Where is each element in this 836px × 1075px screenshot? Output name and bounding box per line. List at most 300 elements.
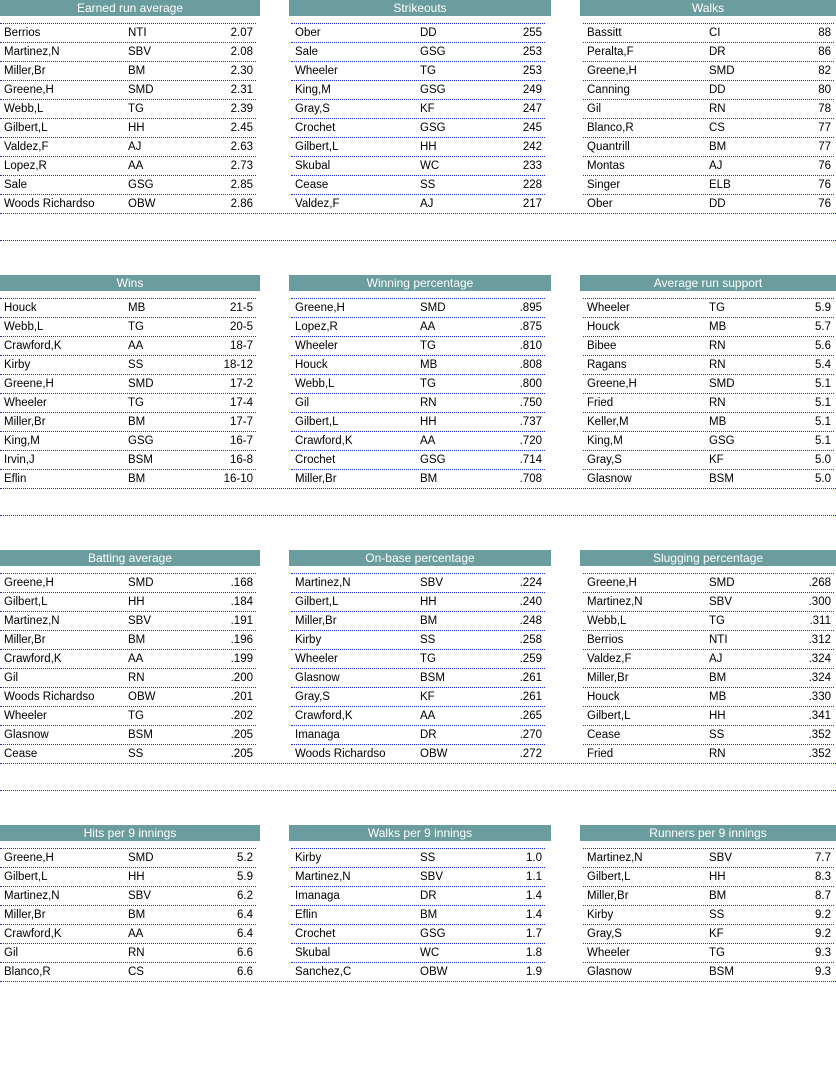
team-code: TG: [420, 378, 436, 390]
stat-value: 2.39: [230, 103, 253, 115]
stat-value: 2.86: [230, 198, 253, 210]
stat-value: 5.1: [815, 378, 831, 390]
team-code: AA: [128, 340, 144, 352]
player-name: Gilbert,L: [4, 122, 48, 134]
player-name: Gilbert,L: [4, 871, 48, 883]
stat-value: 77: [818, 122, 831, 134]
team-code: AA: [128, 928, 144, 940]
team-code: DR: [420, 729, 437, 741]
team-code: SS: [709, 729, 725, 741]
table-row: [0, 317, 256, 336]
team-code: WC: [420, 160, 440, 172]
stat-value: 6.2: [237, 890, 253, 902]
player-name: Miller,Br: [4, 65, 46, 77]
stat-value: .808: [519, 359, 542, 371]
player-name: Wheeler: [587, 947, 630, 959]
player-name: Eflin: [4, 473, 27, 485]
stat-value: 1.7: [526, 928, 542, 940]
table-row: [291, 886, 545, 905]
player-name: Miller,Br: [587, 672, 629, 684]
table-row: [0, 886, 256, 905]
table-row: [583, 706, 834, 725]
player-name: Gil: [4, 672, 19, 684]
table-row: [0, 118, 256, 137]
category-header: Earned run average: [0, 0, 260, 16]
stat-value: .200: [230, 672, 253, 684]
team-code: AJ: [128, 141, 142, 153]
table-row: [583, 118, 834, 137]
stat-value: 217: [522, 198, 542, 210]
stat-value: 5.1: [815, 416, 831, 428]
player-name: Valdez,F: [4, 141, 49, 153]
team-code: TG: [128, 710, 144, 722]
player-name: Greene,H: [587, 577, 637, 589]
stat-value: 253: [522, 46, 542, 58]
team-code: TG: [420, 65, 436, 77]
team-code: CI: [709, 27, 721, 39]
team-code: GSG: [128, 179, 154, 191]
table-row: [0, 374, 256, 393]
player-name: Miller,Br: [587, 890, 629, 902]
stat-value: .201: [230, 691, 253, 703]
table-row: [583, 431, 834, 450]
team-code: BM: [128, 634, 146, 646]
table-row: [0, 943, 256, 962]
team-code: RN: [709, 103, 726, 115]
team-code: SBV: [420, 871, 444, 883]
table-row: [291, 175, 545, 194]
stat-value: 5.1: [815, 397, 831, 409]
team-code: SBV: [709, 852, 733, 864]
team-code: AJ: [709, 160, 723, 172]
player-name: Gilbert,L: [295, 416, 339, 428]
table-row: [291, 848, 545, 867]
leader-table: [0, 298, 256, 496]
table-row: [0, 867, 256, 886]
player-name: Gilbert,L: [587, 871, 631, 883]
player-name: Gray,S: [295, 103, 330, 115]
team-code: RN: [128, 672, 145, 684]
stat-value: 17-2: [229, 378, 253, 390]
stat-value: .352: [808, 729, 831, 741]
team-code: AJ: [420, 198, 434, 210]
table-row: [0, 42, 256, 61]
player-name: Gray,S: [587, 928, 622, 940]
team-code: BSM: [128, 454, 153, 466]
player-name: Glasnow: [295, 672, 340, 684]
team-code: BM: [128, 65, 146, 77]
team-code: RN: [128, 947, 145, 959]
team-code: OBW: [420, 966, 448, 978]
leader-table: [291, 298, 545, 496]
team-code: GSG: [420, 928, 446, 940]
team-code: SS: [420, 634, 436, 646]
player-name: Crochet: [295, 122, 336, 134]
player-name: Valdez,F: [295, 198, 340, 210]
team-code: DR: [709, 46, 726, 58]
table-row: [583, 592, 834, 611]
table-row: [583, 336, 834, 355]
team-code: CS: [128, 966, 144, 978]
table-row: [583, 886, 834, 905]
table-row: [291, 393, 545, 412]
table-row: [0, 630, 256, 649]
table-row: [583, 848, 834, 867]
team-code: AJ: [709, 653, 723, 665]
player-name: Miller,Br: [4, 416, 46, 428]
stat-value: 5.9: [815, 302, 831, 314]
table-row: [291, 42, 545, 61]
player-name: Greene,H: [587, 65, 637, 77]
table-row: [291, 412, 545, 431]
stat-value: 76: [818, 179, 831, 191]
player-name: Lopez,R: [295, 321, 338, 333]
stat-value: 2.73: [230, 160, 253, 172]
team-code: KF: [420, 691, 435, 703]
stat-value: 2.85: [230, 179, 253, 191]
stat-value: .272: [519, 748, 542, 760]
table-row: [291, 592, 545, 611]
team-code: BM: [420, 909, 438, 921]
table-row: [0, 175, 256, 194]
team-code: HH: [128, 122, 145, 134]
stat-value: .265: [519, 710, 542, 722]
team-code: BM: [128, 909, 146, 921]
player-name: Fried: [587, 748, 614, 760]
player-name: Kirby: [295, 634, 322, 646]
stat-value: 80: [818, 84, 831, 96]
team-code: SMD: [709, 65, 735, 77]
stat-value: .895: [519, 302, 542, 314]
team-code: HH: [420, 596, 437, 608]
leader-table: [583, 23, 834, 221]
table-row: [0, 668, 256, 687]
player-name: Cease: [587, 729, 621, 741]
stat-value: .341: [808, 710, 831, 722]
player-name: Webb,L: [4, 103, 44, 115]
table-row: [291, 336, 545, 355]
player-name: Cease: [295, 179, 329, 191]
table-row: [291, 706, 545, 725]
table-row: [291, 867, 545, 886]
team-code: AA: [128, 653, 144, 665]
team-code: SBV: [128, 46, 152, 58]
team-code: OBW: [128, 691, 156, 703]
stat-value: .300: [808, 596, 831, 608]
team-code: MB: [420, 359, 438, 371]
stat-value: 5.2: [237, 852, 253, 864]
dotted-separator: [0, 213, 836, 214]
stat-value: .240: [519, 596, 542, 608]
player-name: Gil: [295, 397, 310, 409]
table-row: [583, 374, 834, 393]
dotted-separator: [0, 763, 836, 764]
player-name: Houck: [295, 359, 328, 371]
leader-section: [0, 0, 836, 250]
category-header: On-base percentage: [289, 550, 551, 566]
table-row: [291, 156, 545, 175]
stat-value: .199: [230, 653, 253, 665]
stat-value: .202: [230, 710, 253, 722]
stat-value: .258: [519, 634, 542, 646]
table-row: [583, 450, 834, 469]
stat-value: 6.4: [237, 928, 253, 940]
leader-table: [583, 573, 834, 771]
player-name: Gray,S: [587, 454, 622, 466]
player-name: Greene,H: [4, 852, 54, 864]
stat-value: 255: [522, 27, 542, 39]
player-name: Wheeler: [295, 653, 338, 665]
stat-value: 1.4: [526, 909, 542, 921]
team-code: ELB: [709, 179, 731, 191]
stat-value: 76: [818, 160, 831, 172]
player-name: Keller,M: [587, 416, 629, 428]
stat-value: .800: [519, 378, 542, 390]
stat-value: .268: [808, 577, 831, 589]
table-row: [583, 137, 834, 156]
stat-value: .196: [230, 634, 253, 646]
table-row: [583, 668, 834, 687]
table-row: [291, 61, 545, 80]
leader-table: [0, 848, 256, 1046]
stat-value: 1.9: [526, 966, 542, 978]
category-header: Runners per 9 innings: [580, 825, 836, 841]
player-name: Glasnow: [4, 729, 49, 741]
stat-value: 253: [522, 65, 542, 77]
player-name: Greene,H: [4, 378, 54, 390]
team-code: TG: [709, 302, 725, 314]
team-code: TG: [420, 653, 436, 665]
table-row: [0, 61, 256, 80]
stat-value: 86: [818, 46, 831, 58]
team-code: TG: [128, 321, 144, 333]
player-name: Martinez,N: [587, 596, 643, 608]
team-code: SMD: [128, 378, 154, 390]
table-row: [583, 61, 834, 80]
table-row: [583, 23, 834, 42]
player-name: Gilbert,L: [4, 596, 48, 608]
player-name: Martinez,N: [295, 577, 351, 589]
table-row: [583, 412, 834, 431]
table-row: [0, 450, 256, 469]
stat-value: 82: [818, 65, 831, 77]
team-code: TG: [128, 103, 144, 115]
table-row: [291, 431, 545, 450]
team-code: HH: [709, 710, 726, 722]
table-row: [0, 469, 256, 488]
player-name: Crochet: [295, 928, 336, 940]
table-row: [0, 687, 256, 706]
stat-value: .714: [519, 454, 542, 466]
leader-table: [291, 573, 545, 771]
player-name: Imanaga: [295, 729, 340, 741]
player-name: Martinez,N: [295, 871, 351, 883]
table-row: [583, 649, 834, 668]
table-row: [583, 175, 834, 194]
team-code: TG: [128, 397, 144, 409]
stat-value: 5.0: [815, 454, 831, 466]
player-name: Ragans: [587, 359, 627, 371]
table-row: [291, 962, 545, 981]
team-code: RN: [709, 748, 726, 760]
stat-value: 77: [818, 141, 831, 153]
table-row: [291, 924, 545, 943]
team-code: TG: [709, 615, 725, 627]
dotted-separator: [0, 240, 836, 241]
player-name: Eflin: [295, 909, 318, 921]
stat-value: .324: [808, 653, 831, 665]
stat-value: 249: [522, 84, 542, 96]
category-header: Wins: [0, 275, 260, 291]
player-name: Irvin,J: [4, 454, 35, 466]
team-code: HH: [709, 871, 726, 883]
table-row: [583, 393, 834, 412]
table-row: [0, 649, 256, 668]
player-name: Blanco,R: [587, 122, 634, 134]
table-row: [291, 905, 545, 924]
leader-table: [0, 23, 256, 221]
table-row: [291, 374, 545, 393]
category-header: Walks per 9 innings: [289, 825, 551, 841]
team-code: NTI: [128, 27, 147, 39]
stat-value: 245: [522, 122, 542, 134]
stat-value: .708: [519, 473, 542, 485]
team-code: BSM: [709, 473, 734, 485]
table-row: [291, 687, 545, 706]
table-row: [583, 744, 834, 763]
team-code: BM: [709, 890, 727, 902]
table-row: [0, 592, 256, 611]
table-row: [0, 23, 256, 42]
team-code: DD: [420, 27, 437, 39]
table-row: [0, 725, 256, 744]
team-code: SS: [420, 852, 436, 864]
team-code: SMD: [420, 302, 446, 314]
player-name: Kirby: [587, 909, 614, 921]
player-name: Glasnow: [587, 473, 632, 485]
table-row: [0, 962, 256, 981]
team-code: GSG: [420, 84, 446, 96]
leader-table: [583, 298, 834, 496]
team-code: RN: [709, 340, 726, 352]
team-code: MB: [709, 416, 727, 428]
dotted-separator: [0, 981, 836, 982]
stat-value: 1.0: [526, 852, 542, 864]
team-code: DR: [420, 890, 437, 902]
table-row: [0, 573, 256, 592]
stat-value: 2.07: [230, 27, 253, 39]
stat-value: .810: [519, 340, 542, 352]
player-name: Kirby: [4, 359, 31, 371]
player-name: Blanco,R: [4, 966, 51, 978]
table-row: [0, 355, 256, 374]
table-row: [583, 867, 834, 886]
player-name: Webb,L: [4, 321, 44, 333]
player-name: King,M: [295, 84, 331, 96]
stat-value: 6.6: [237, 966, 253, 978]
table-row: [0, 156, 256, 175]
stat-value: 20-5: [229, 321, 253, 333]
player-name: Valdez,F: [587, 653, 632, 665]
table-row: [583, 687, 834, 706]
table-row: [583, 317, 834, 336]
team-code: BM: [420, 473, 438, 485]
stat-value: .311: [809, 615, 831, 627]
team-code: AA: [420, 435, 436, 447]
stat-value: 1.8: [526, 947, 542, 959]
table-row: [0, 706, 256, 725]
team-code: TG: [420, 340, 436, 352]
team-code: BM: [709, 672, 727, 684]
team-code: MB: [709, 321, 727, 333]
player-name: Imanaga: [295, 890, 340, 902]
table-row: [583, 630, 834, 649]
table-row: [0, 137, 256, 156]
table-row: [291, 298, 545, 317]
stat-value: .875: [519, 321, 542, 333]
table-row: [583, 194, 834, 213]
category-header: Batting average: [0, 550, 260, 566]
player-name: Sanchez,C: [295, 966, 352, 978]
stat-value: .330: [808, 691, 831, 703]
player-name: Miller,Br: [295, 615, 337, 627]
stat-value: 5.0: [815, 473, 831, 485]
player-name: Miller,Br: [295, 473, 337, 485]
stat-value: .205: [230, 748, 253, 760]
category-header: Strikeouts: [289, 0, 551, 16]
team-code: SBV: [128, 890, 152, 902]
player-name: Crawford,K: [4, 653, 62, 665]
stat-value: 5.9: [237, 871, 253, 883]
stat-value: 2.63: [230, 141, 253, 153]
team-code: GSG: [420, 122, 446, 134]
table-row: [0, 905, 256, 924]
stat-value: .312: [808, 634, 831, 646]
category-header: Hits per 9 innings: [0, 825, 260, 841]
team-code: GSG: [420, 46, 446, 58]
table-row: [291, 450, 545, 469]
stat-value: 5.6: [815, 340, 831, 352]
player-name: King,M: [587, 435, 623, 447]
team-code: SMD: [709, 577, 735, 589]
team-code: BM: [420, 615, 438, 627]
team-code: SMD: [128, 852, 154, 864]
player-name: Peralta,F: [587, 46, 634, 58]
table-row: [583, 943, 834, 962]
player-name: Singer: [587, 179, 621, 191]
player-name: Miller,Br: [4, 634, 46, 646]
table-row: [291, 630, 545, 649]
player-name: Houck: [587, 321, 620, 333]
stat-value: 5.1: [815, 435, 831, 447]
player-name: Glasnow: [587, 966, 632, 978]
player-name: Bassitt: [587, 27, 622, 39]
category-header: Slugging percentage: [580, 550, 836, 566]
stat-value: .750: [519, 397, 542, 409]
team-code: RN: [709, 359, 726, 371]
table-row: [583, 962, 834, 981]
stat-value: .261: [519, 691, 542, 703]
player-name: Gilbert,L: [295, 596, 339, 608]
stat-value: .737: [519, 416, 542, 428]
table-row: [291, 668, 545, 687]
table-row: [583, 99, 834, 118]
category-header: Walks: [580, 0, 836, 16]
category-header: Average run support: [580, 275, 836, 291]
player-name: Greene,H: [295, 302, 345, 314]
stat-value: 1.4: [526, 890, 542, 902]
table-row: [291, 137, 545, 156]
